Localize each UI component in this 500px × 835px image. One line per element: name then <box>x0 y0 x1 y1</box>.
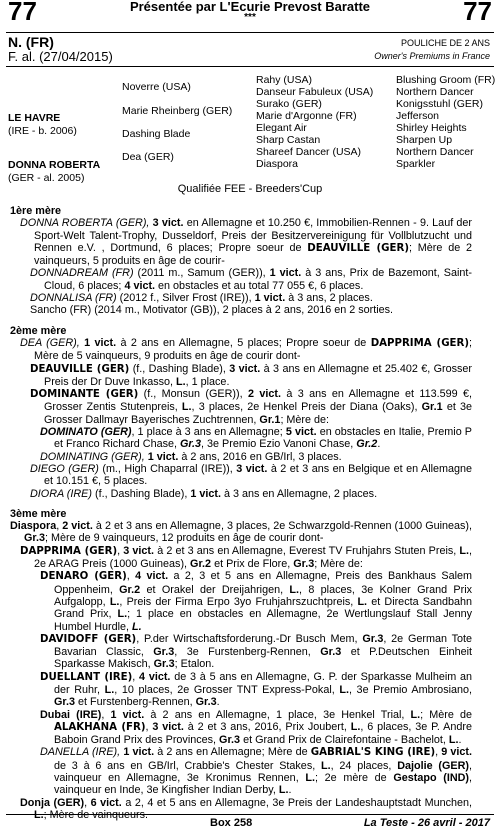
pedigree-gen4: Northern Dancer <box>396 146 474 158</box>
pedigree-gen4: Konigsstuhl (GER) <box>396 98 483 110</box>
pedigree-gen3: Diaspora <box>256 158 299 170</box>
pedigree-gen2: Dea (GER) <box>122 151 174 163</box>
pedigree-gen3: Marie d'Argonne (FR) <box>256 110 357 122</box>
third-dam-entry: Diaspora, 2 vict. à 2 et 3 ans en Allemagne, 3 places, 2e Schwarzgold-Rennen (1000 Guineas), Gr.3; Mère de 9 vainqueurs, 12 produits en âge de courir dont- <box>10 520 472 545</box>
subheader-rule <box>6 66 494 67</box>
section-title-second-dam: 2ème mère <box>10 324 67 337</box>
pedigree-gen4: Sharpen Up <box>396 134 453 146</box>
pedigree-gen4: Northern Dancer <box>396 86 474 98</box>
produce-entry: DOMINANTE (GER) (f., Monsun (GER)), 2 vict. à 3 ans en Allemagne et 113.599 €, Grosser Zentis Stutenpreis, L., 3 places, 2e Henkel Preis der Diana (Oaks), Gr.1 et 3e Grosser Dallmayr Bayerisches Zuchtrennen, Gr.1; Mère de: <box>30 388 473 426</box>
produce-entry: DIORA (IRE) (f., Dashing Blade), 1 vict. à 3 ans en Allemagne, 2 places. <box>30 487 378 500</box>
lot-number-right: 77 <box>463 0 492 26</box>
pedigree-gen2: Dashing Blade <box>122 128 191 140</box>
pedigree-gen3: Surako (GER) <box>256 98 322 110</box>
sale-place-date: La Teste - 26 avril - 2017 <box>363 817 490 829</box>
pedigree-gen3: Elegant Air <box>256 122 307 134</box>
qualification-note: Qualifiée FEE - Breeders'Cup <box>177 183 323 195</box>
produce-entry: DAVIDOFF (GER), P.der Wirtschaftsforderung.-Dr Busch Mem, Gr.3, 2e German Tote Bavarian Classic, Gr.3, 3e Furstenberg-Rennen, Gr.3 et P.Deutschen Einheit Sparkasse Makisch, Gr.3; Etalon. <box>40 632 473 671</box>
produce-entry: DAPPRIMA (GER), 3 vict. à 2 et 3 ans en Allemagne, Everest TV Fruhjahrs Stuten Preis, L., 2e ARAG Preis (1000 Guineas), Gr.2 et Prix de Flore, Gr.3; Mère de: <box>20 544 473 571</box>
sire-name: LE HAVRE <box>8 112 61 124</box>
second-dam-entry: DEA (GER), 1 vict. à 2 ans en Allemagne, 5 places; Propre soeur de DAPPRIMA (GER); Mère de 5 vainqueurs, 9 produits en âge de courir dont- <box>20 336 473 363</box>
produce-entry: DEAUVILLE (GER) (f., Dashing Blade), 3 vict. à 3 ans en Allemagne et 25.402 €, Grosser Preis der Dr Duve Inkasso, L., 1 place. <box>30 362 473 388</box>
owner-premium: Owner's Premiums in France <box>374 51 490 61</box>
section-title-first-dam: 1ère mère <box>10 205 62 217</box>
first-dam-entry: DONNA ROBERTA (GER), 3 vict. en Allemagne et 10.250 €, Immobilien-Rennen - 9. Lauf der Sport-Welt Talent-Trophy, Dusseldorf, Preis der Besitzervereinigung für Vollblutzucht und Rennen e.V. , Dortmund, 6 places; Propre soeur de DEAUVILLE (GER); Mère de 2 vainqueurs, 5 produits en âge de courir- <box>20 217 473 268</box>
rating-stars: *** <box>244 12 256 23</box>
pedigree-gen4: Shirley Heights <box>396 122 467 134</box>
produce-entry: DONNALISA (FR) (2012 f., Silver Frost (IRE)), 1 vict. à 3 ans, 2 places. <box>30 292 373 305</box>
pedigree-gen4: Jefferson <box>396 110 439 122</box>
family-notes <box>10 205 472 821</box>
produce-entry: Dubai (IRE), 1 vict. à 2 ans en Allemagne, 1 place, 3e Henkel Trial, L.; Mère de ALAKHANA (FR), 3 vict. à 2 et 3 ans, 2016, Prix Joubert, L., 6 places, 3e P. Andre Baboin Grand Prix des Provinces, Gr.3 et Grand Prix de Clairefontaine - Bachelot, L.. <box>40 708 473 747</box>
dam-info: (GER - al. 2005) <box>8 172 85 184</box>
horse-category: POULICHE DE 2 ANS <box>400 38 490 48</box>
header-rule <box>6 32 494 33</box>
pedigree-gen3: Sharp Castan <box>256 134 321 146</box>
produce-entry: Donja (GER), 6 vict. a 2, 4 et 5 ans en Allemagne, 3e Preis der Landeshauptstadt Munchen, L.; Mère de vainqueurs. <box>20 796 472 821</box>
produce-entry: DONNADREAM (FR) (2011 m., Samum (GER)), 1 vict. à 3 ans, Prix de Bazemont, Saint-Cloud, 6 places; 4 vict. en obstacles et au total 77 055 €, 6 places. <box>30 267 472 292</box>
footer-rule <box>6 814 494 815</box>
pedigree-gen2: Marie Rheinberg (GER) <box>122 105 233 117</box>
consignor-title: Présentée par L'Ecurie Prevost Baratte <box>129 0 371 14</box>
pedigree-gen4: Blushing Groom (FR) <box>396 74 496 86</box>
horse-description: F. al. (27/04/2015) <box>8 49 113 64</box>
lot-number-left: 77 <box>8 0 37 26</box>
produce-entry: DUELLANT (IRE), 4 vict. de 3 à 5 ans en Allemagne, G. P. der Sparkasse Mulheim an der Ruhr, L., 10 places, 2e Grosser TNT Express-Pokal, L., 3e Premio Ambrosiano, Gr.3 et Furstenberg-Rennen, Gr.3. <box>40 670 473 709</box>
produce-entry: DIEGO (GER) (m., High Chaparral (IRE)), 3 vict. à 2 et 3 ans en Belgique et en Allemagne et 10.151 €, 5 places. <box>30 462 473 488</box>
box-number: Box 258 <box>210 817 253 829</box>
horse-name: N. (FR) <box>8 34 54 50</box>
pedigree-gen3: Danseur Fabuleux (USA) <box>256 86 374 98</box>
pedigree-gen3: Rahy (USA) <box>256 74 313 86</box>
produce-entry: DOMINATO (GER), 1 place à 3 ans en Allemagne; 5 vict. en obstacles en Italie, Premio P et Franco Richard Chase, Gr.3, 3e Premio Ezio Vanoni Chase, Gr.2. <box>40 426 472 451</box>
sire-info: (IRE - b. 2006) <box>8 125 77 137</box>
produce-entry: DENARO (GER), 4 vict. a 2, 3 et 5 ans en Allemagne, Preis des Bankhaus Salem Oppenheim, Gr.2 et Orakel der Dreijahrigen, L., 8 places, 3e Kolner Grand Prix Aufgalopp, L., Preis der Firma Erpo 3yo Fruhjahrszuchtpreis, L. et Directa Sandbahn Grand Prix, L.; 1 place en obstacles en Allemagne, 2e Wertlungslauf Stall Jenny Humbel Hurdle, L. <box>40 570 473 633</box>
pedigree-gen3: Shareef Dancer (USA) <box>256 146 362 158</box>
section-title-third-dam: 3ème mère <box>10 507 67 520</box>
pedigree-gen4: Sparkler <box>396 158 436 170</box>
produce-entry: Sancho (FR) (2014 m., Motivator (GB)), 2 places à 2 ans, 2016 en 2 sorties. <box>30 304 394 317</box>
pedigree-gen2: Noverre (USA) <box>122 81 191 93</box>
produce-entry: DANELLA (IRE), 1 vict. à 2 ans en Allemagne; Mère de GABRIAL'S KING (IRE), 9 vict. de 3 à 6 ans en GB/Irl, Crabbie's Chester Stakes, L., 24 places, Dajolie (GER), vainqueur en Allemagne, 3e Kronimus Rennen, L.; 2e mère de Gestapo (IND), vainqueur en Inde, 3e Kingfisher Indian Derby, L.. <box>40 746 473 797</box>
dam-name: DONNA ROBERTA <box>8 159 101 171</box>
produce-entry: DOMINATING (GER), 1 vict. à 2 ans, 2016 en GB/Irl, 3 places. <box>40 450 342 463</box>
